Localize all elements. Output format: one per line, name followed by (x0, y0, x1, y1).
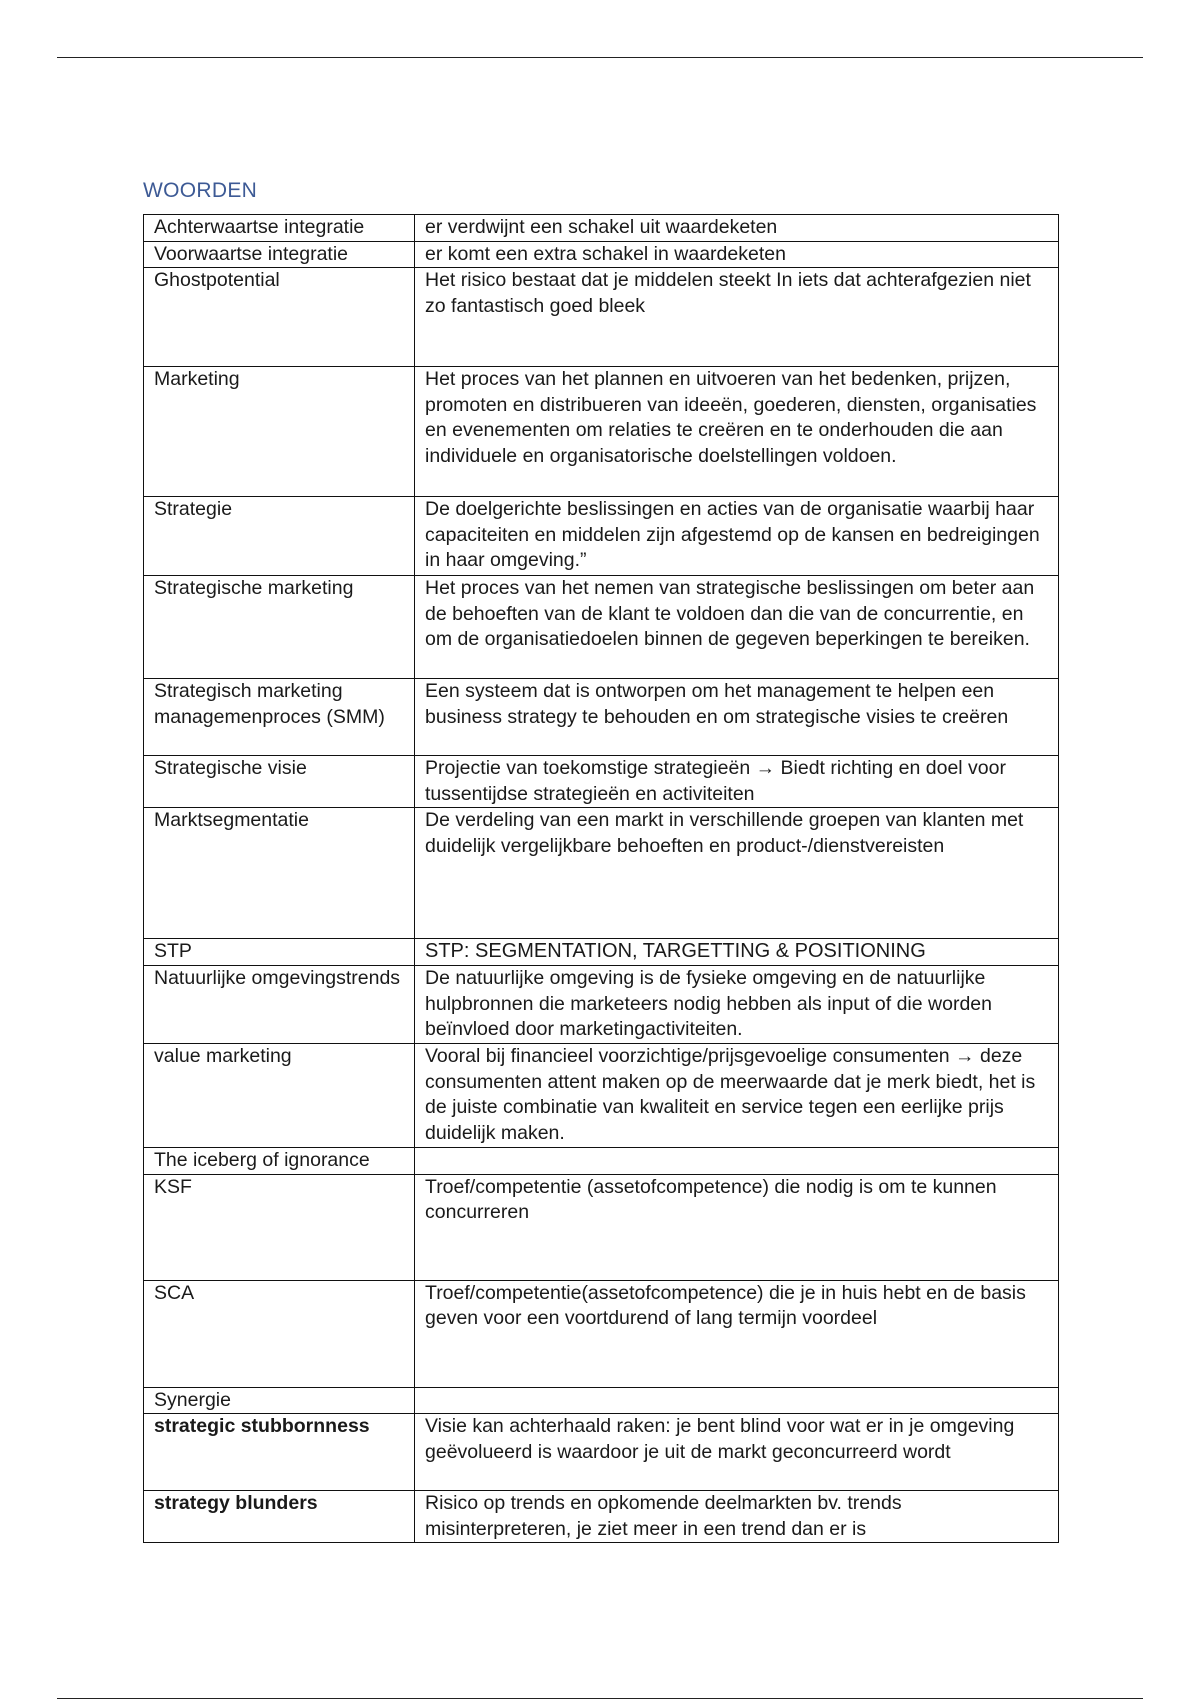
table-row (144, 497, 1059, 576)
definition-cell: Het proces van het plannen en uitvoeren van het bedenken, prijzen, promoten en distribueren van ideeën, goederen, diensten, organisaties en evenementen om relaties te creëren en te onderhouden die aan individuele en organisatorische doelstellingen voldoen. (415, 367, 1059, 497)
definition-cell: STP: SEGMENTATION, TARGETTING & POSITIONING (415, 939, 1059, 966)
term-cell: Synergie (144, 1387, 415, 1414)
footer-rule (57, 1698, 1143, 1699)
definition-cell: Een systeem dat is ontworpen om het management te helpen een business strategy te behouden en om strategische visies te creëren (415, 679, 1059, 756)
table-row (144, 966, 1059, 1044)
table-row (144, 679, 1059, 756)
term-cell: strategic stubbornness (144, 1414, 415, 1491)
term-cell: SCA (144, 1280, 415, 1387)
table-row (144, 241, 1059, 268)
definition-cell: Troef/competentie (assetofcompetence) die nodig is om te kunnen concurreren (415, 1174, 1059, 1280)
definition-cell: De doelgerichte beslissingen en acties van de organisatie waarbij haar capaciteiten en middelen zijn afgestemd op de kansen en bedreigingen in haar omgeving.” (415, 497, 1059, 576)
term-cell: The iceberg of ignorance (144, 1148, 415, 1175)
glossary-table (143, 214, 1059, 1543)
table-row (144, 808, 1059, 939)
definition-cell: De verdeling van een markt in verschillende groepen van klanten met duidelijk vergelijkbare behoeften en product-/dienstvereisten (415, 808, 1059, 939)
term-cell: Marktsegmentatie (144, 808, 415, 939)
definition-cell: Projectie van toekomstige strategieën → Biedt richting en doel voor tussentijdse strategieën en activiteiten (415, 756, 1059, 808)
table-row (144, 1491, 1059, 1543)
table-row (144, 367, 1059, 497)
table-row (144, 576, 1059, 679)
definition-cell: Visie kan achterhaald raken: je bent blind voor wat er in je omgeving geëvolueerd is waardoor je uit de markt geconcurreerd wordt (415, 1414, 1059, 1491)
table-row (144, 939, 1059, 966)
definition-cell: er komt een extra schakel in waardeketen (415, 241, 1059, 268)
definition-cell (415, 1387, 1059, 1414)
definition-cell: er verdwijnt een schakel uit waardeketen (415, 215, 1059, 242)
table-row (144, 268, 1059, 367)
term-cell: value marketing (144, 1044, 415, 1148)
definition-cell: Het proces van het nemen van strategische beslissingen om beter aan de behoeften van de klant te voldoen dan die van de concurrentie, en om de organisatiedoelen binnen de gegeven beperkingen te bereiken. (415, 576, 1059, 679)
term-cell: Strategische visie (144, 756, 415, 808)
term-cell: Natuurlijke omgevingstrends (144, 966, 415, 1044)
term-cell: strategy blunders (144, 1491, 415, 1543)
term-cell: Marketing (144, 367, 415, 497)
term-cell: Strategie (144, 497, 415, 576)
table-row (144, 1280, 1059, 1387)
section-heading: WOORDEN (143, 179, 258, 202)
definition-cell: Risico op trends en opkomende deelmarkten bv. trends misinterpreteren, je ziet meer in een trend dan er is (415, 1491, 1059, 1543)
table-row (144, 1148, 1059, 1175)
definition-cell: Troef/competentie(assetofcompetence) die je in huis hebt en de basis geven voor een voortdurend of lang termijn voordeel (415, 1280, 1059, 1387)
table-row (144, 1044, 1059, 1148)
term-cell: STP (144, 939, 415, 966)
table-row (144, 756, 1059, 808)
term-cell: Strategische marketing (144, 576, 415, 679)
term-cell: Strategisch marketing managemenproces (SMM) (144, 679, 415, 756)
table-row (144, 215, 1059, 242)
table-row (144, 1174, 1059, 1280)
definition-cell: Het risico bestaat dat je middelen steekt In iets dat achterafgezien niet zo fantastisch goed bleek (415, 268, 1059, 367)
term-cell: KSF (144, 1174, 415, 1280)
definition-cell (415, 1148, 1059, 1175)
header-rule (57, 57, 1143, 58)
table-row (144, 1387, 1059, 1414)
definition-cell: De natuurlijke omgeving is de fysieke omgeving en de natuurlijke hulpbronnen die marketeers nodig hebben als input of die worden beïnvloed door marketingactiviteiten. (415, 966, 1059, 1044)
term-cell: Voorwaartse integratie (144, 241, 415, 268)
term-cell: Achterwaartse integratie (144, 215, 415, 242)
definition-cell: Vooral bij financieel voorzichtige/prijsgevoelige consumenten → deze consumenten attent maken op de meerwaarde dat je merk biedt, het is de juiste combinatie van kwaliteit en service tegen een eerlijke prijs duidelijk maken. (415, 1044, 1059, 1148)
term-cell: Ghostpotential (144, 268, 415, 367)
table-row (144, 1414, 1059, 1491)
